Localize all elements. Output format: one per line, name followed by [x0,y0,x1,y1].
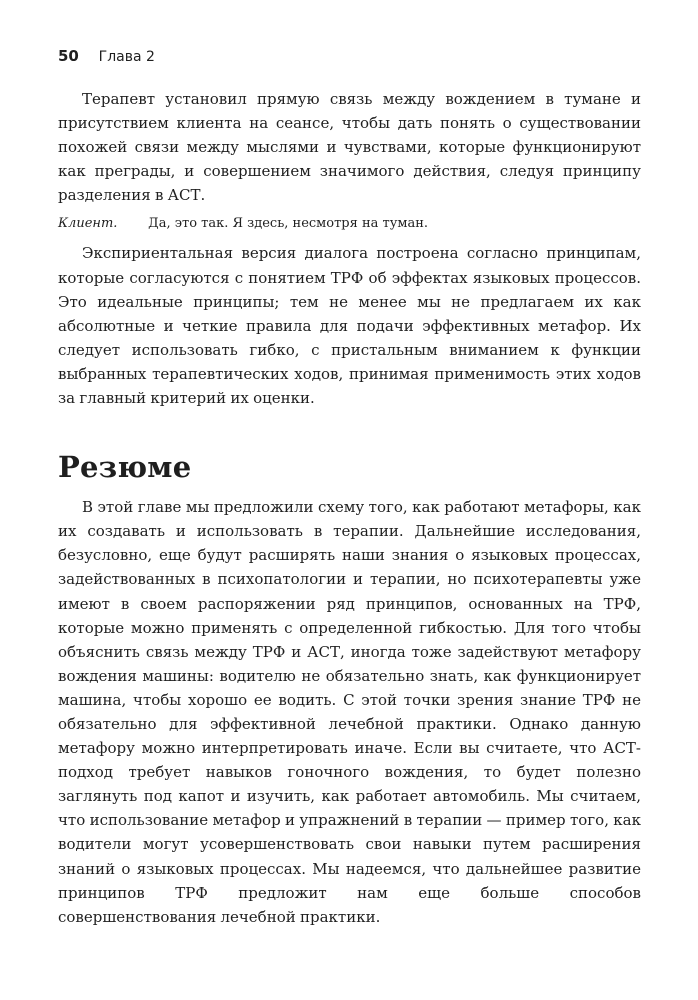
section-heading-summary: Резюме [58,450,192,485]
page-body [58,87,641,929]
paragraph-therapist-link: Терапевт установил прямую связь между вождением в тумане и присутствием клиента на сеансе, чтобы дать понять о существовании похожей связи между мыслями и чувствами, которые функционируют как преграды, и совершением значимого действия, следуя принципу разделения в АСТ. [58,90,641,205]
dialogue-line [58,213,641,235]
dialogue-utterance: Да, это так. Я здесь, несмотря на туман. [148,216,429,232]
paragraph-experiential-version: Экспириентальная версия диалога построена согласно принципам, которые согласуются с понятием ТРФ об эффектах языковых процессов. Это идеальные принципы; тем не менее мы не предлагаем их как абсолютные и четкие правила для подачи эффективных метафор. Их следует использовать гибко, с пристальным вниманием к функции выбранных терапевтических ходов, принимая применимость этих ходов за главный критерий их оценки. [58,244,641,408]
book-page [58,0,641,1000]
chapter-label: Глава 2 [98,49,155,65]
dialogue-speaker: Клиент. [58,216,118,232]
paragraph-summary: В этой главе мы предложили схему того, как работают метафоры, как их создавать и использовать в терапии. Дальнейшие исследования, безусловно, еще будут расширять наши знания о языковых процессах, задействованных в психопатологии и терапии, но психотерапевты уже имеют в своем распоряжении ряд принципов, основанных на ТРФ, которые можно применять с определенной гибкостью. Для того чтобы объяснить связь между ТРФ и АСТ, иногда тоже задействуют метафору вождения машины: водителю не обязательно знать, как функционирует машина, чтобы хорошо ее водить. С этой точки зрения знание ТРФ не обязательно для эффективной лечебной практики. Однако данную метафору можно интерпретировать иначе. Если вы считаете, что АСТ-подход требует навыков гоночного вождения, то будет полезно заглянуть под капот и изучить, как работает автомобиль. Мы считаем, что использование метафор и упражнений в терапии — пример того, как водители могут усовершенствовать свои навыки путем расширения знаний о языковых процессах. Мы надеемся, что дальнейшее развитие принципов ТРФ предложит нам еще больше способов совершенствования лечебной практики. [58,498,641,926]
page-number: 50 [58,47,79,65]
running-header [58,44,155,69]
